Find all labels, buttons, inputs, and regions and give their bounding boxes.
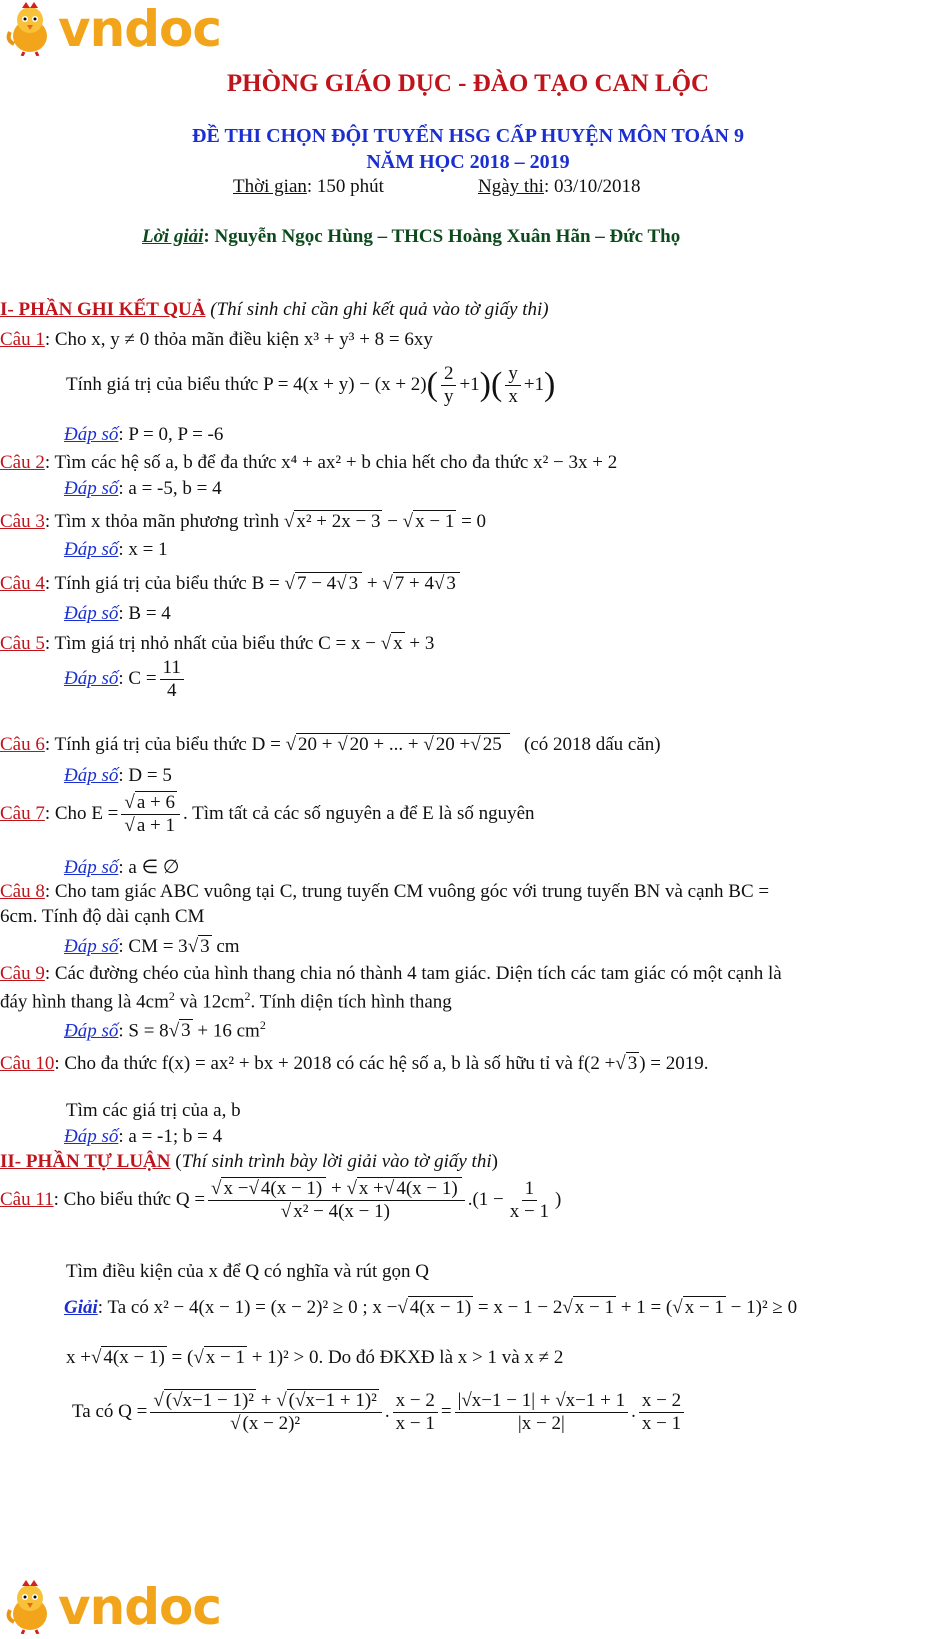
q11-num-a-rad: 4(x − 1) (260, 1178, 323, 1199)
q6-inner: 20 + ... + (349, 734, 419, 755)
q7-num: a + 6 (136, 792, 175, 813)
q5-num: 11 (160, 657, 184, 680)
q11-plus: + (331, 1178, 342, 1199)
q6-last: 25 (482, 734, 502, 755)
exam-year: NĂM HỌC 2018 – 2019 (366, 151, 570, 173)
q11-sol1-rad: 4(x − 1) (409, 1297, 472, 1318)
q6-answer-value: : D = 5 (118, 765, 172, 786)
q5-expr-a: C = x − (318, 633, 376, 654)
chicken-mascot-icon (4, 1580, 56, 1634)
q11-sol1-b: = x − 1 − 2 (477, 1297, 563, 1318)
q2-label: Câu 2 (0, 452, 45, 473)
q1-line2: Tính giá trị của biểu thức (66, 374, 259, 396)
q4-answer (64, 603, 171, 625)
q11-sol1-rad3: x − 1 (684, 1297, 724, 1318)
q11-s3-f-num: x − 2 (393, 1390, 438, 1413)
logo-text: vndoc (58, 0, 221, 58)
question-9 (0, 963, 782, 985)
time-value: : 150 phút (306, 176, 384, 197)
q11-s3-f2-num: x − 2 (639, 1390, 684, 1413)
q11-s3-n1: (√x−1 − 1)² (165, 1390, 254, 1411)
q2-poly: x⁴ + ax² + b (281, 452, 371, 473)
q11-text: : Cho biểu thức (53, 1189, 172, 1211)
q9-text2c: . Tính diện tích hình thang (250, 991, 452, 1013)
date-value: : 03/10/2018 (543, 176, 641, 197)
q11-num-b-rad: 4(x − 1) (396, 1178, 458, 1199)
q9-answer-rad: 3 (181, 1020, 191, 1042)
logo-text-footer: vndoc (58, 1578, 221, 1636)
q6-expr: D = (251, 734, 281, 755)
q9-answer-label: Đáp số (64, 1020, 119, 1042)
q4-r1-three: 3 (348, 573, 359, 594)
q1-expression: Tính giá trị của biểu thức P = 4(x + y) − (x + 2) ( $\frac{2}{y}$ +1 )( $\frac{y}{x}$ +1 ) (66, 363, 556, 407)
q5-label: Câu 5 (0, 633, 45, 654)
q9-answer-sup: 2 (259, 1018, 266, 1032)
q9-text2b: và 12cm (174, 991, 245, 1013)
q4-answer-value: : B = 4 (118, 603, 171, 624)
q2-answer (64, 478, 222, 500)
q10-label: Câu 10 (0, 1053, 55, 1074)
q8-text: : Cho tam giác ABC vuông tại C, trung tuyến CM vuông góc với trung tuyến BN và cạnh BC = (44, 881, 770, 902)
question-5: Câu 5: Tìm giá trị nhỏ nhất của biểu thức C = x − √ x + 3 (0, 633, 435, 654)
q11-s3-r-den: |x − 2| (517, 1412, 565, 1434)
q11-sol1-rad2: x − 1 (574, 1297, 614, 1318)
q11-s3-den: (x − 2)² (242, 1412, 301, 1434)
question-10: Câu 10: Cho đa thức f(x) = ax² + bx + 2018 có các hệ số a, b là số hữu tỉ và f(2 +√ 3 ) = 2019. (0, 1053, 709, 1074)
q5-den: 4 (166, 679, 177, 701)
question-6: Câu 6: Tính giá trị của biểu thức D = √ 20 + √ 20 + ... + √ 20 +√ 25 (có 2018 dấu căn) (0, 734, 661, 755)
q11-f-den: x − 1 (509, 1200, 549, 1222)
question-2 (0, 452, 617, 474)
q2-poly2: x² − 3x + 2 (533, 452, 618, 473)
q4-text: : Tính giá trị của biểu thức (44, 573, 247, 594)
q8-answer-rad: 3 (200, 936, 210, 957)
q11-s3-f-den: x − 1 (395, 1412, 435, 1434)
section2-note: Thí sinh trình bày lời giải vào tờ giấy thi (181, 1151, 492, 1172)
q10-cond-a: f(2 + (577, 1053, 616, 1074)
q3-answer-value: : x = 1 (118, 539, 168, 560)
q2-text2: chia hết cho đa thức (375, 452, 529, 473)
q4-r2-three: 3 (446, 573, 456, 594)
q6-answer-label: Đáp số (64, 765, 119, 786)
q4-r2: 7 + 4 (394, 573, 434, 594)
q5-answer (64, 657, 187, 702)
q6-note: (có 2018 dấu căn) (523, 734, 661, 755)
q11-s3-eq: = (440, 1401, 452, 1423)
q11-s3-r-num: |√x−1 − 1| + √x−1 + 1 (455, 1390, 629, 1413)
q8-answer: Đáp số: CM = 3√ 3 cm (64, 936, 240, 957)
exam-date (478, 176, 641, 198)
q10-cond-rad: 3 (627, 1053, 638, 1074)
question-1 (0, 329, 433, 351)
question-7: Câu 7 : Cho E = $\frac{√ a + 6}{√ a + 1}$ . Tìm tất cả các số nguyên a để E là số nguyên (0, 792, 535, 836)
q4-r1: 7 − 4 (296, 573, 337, 594)
q1-answer-label: Đáp số (64, 424, 119, 445)
q7-text: : Cho (44, 803, 87, 825)
q9-line2 (0, 989, 452, 1013)
q11-sol2-rad: 4(x − 1) (103, 1347, 165, 1368)
q11-close: ) (554, 1189, 562, 1211)
q6-rad-text: 20 + (298, 734, 333, 755)
q11-sol1-c: + 1 = ( (620, 1297, 673, 1318)
q9-answer: Đáp số: S = 8√ 3 + 16 $cm^2$ (64, 1018, 266, 1042)
q3-rad-b: x − 1 (415, 511, 455, 532)
q11-den: x² − 4(x − 1) (293, 1200, 390, 1222)
q7-text2: . Tìm tất cả các số nguyên a để E là số nguyên (182, 803, 535, 825)
q7-answer (64, 856, 179, 879)
q8-answer-a: : CM = 3 (118, 936, 188, 957)
q6-answer (64, 765, 172, 787)
solution-author (142, 226, 680, 248)
solution-value: : Nguyễn Ngọc Hùng – THCS Hoàng Xuân Hãn – Đức Thọ (203, 226, 681, 247)
q4-label: Câu 4 (0, 573, 45, 594)
q11-solution-1: Giải: Ta có x² − 4(x − 1) = (x − 2)² ≥ 0 ; x −√ 4(x − 1) = x − 1 − 2√ x − 1 + 1 = (√ x − 1 − 1)² ≥ 0 (64, 1297, 798, 1318)
q11-f-num: 1 (522, 1178, 538, 1201)
vndoc-logo (4, 2, 221, 56)
q8-label: Câu 8 (0, 881, 45, 902)
q6-inner2: 20 + (435, 734, 471, 755)
q11-solution-3: Ta có Q = $\frac{\text{√ (√x−1 − 1)² + √ (√x−1 + 1)²}}{\text{√ (x − 2)²}}$ . $\frac{x - 2}{x - 1}$ = $\frac{|√x-1 - 1| + √x-1 + 1}{|x - 2|}$ . $\frac{x - 2}{x - 1}$ (72, 1390, 687, 1435)
question-11: Câu 11 : Cho biểu thức Q = $\frac{√ x -√ 4(x - 1) + √ x +√ 4(x - 1)}{\text{√ x² − 4(x − 1)}}$ .(1 − $\frac{1}{x - 1}$ ) (0, 1178, 562, 1222)
q11-s3-n2: (√x−1 + 1)² (288, 1390, 377, 1411)
q11-sol2-c: + 1)² > 0 (251, 1347, 319, 1368)
question-4: Câu 4: Tính giá trị của biểu thức B = √ 7 − 4√ 3 + √ 7 + 4√ 3 (0, 573, 460, 595)
q5-answer-pre: : C = (118, 668, 157, 690)
q5-rad: x (393, 633, 403, 654)
q7-answer-label: Đáp số (64, 857, 119, 878)
q9-sup2: 2 (244, 989, 251, 1003)
q11-sol1-d: − 1)² ≥ 0 (730, 1297, 798, 1318)
q11-solution-2: x +√ 4(x − 1) = (√ x − 1 + 1)² > 0. Do đó ĐKXĐ là x > 1 và x ≠ 2 (66, 1347, 564, 1368)
vndoc-logo-footer (4, 1580, 221, 1634)
q10-answer-label: Đáp số (64, 1126, 119, 1147)
q10-text2: có các hệ số a, b là số hữu tỉ và (336, 1053, 573, 1074)
q9-answer-b: + 16 cm (197, 1020, 260, 1042)
q8-text2: 6cm. Tính độ dài cạnh CM (0, 906, 205, 927)
org-title: PHÒNG GIÁO DỤC - ĐÀO TẠO CAN LỘC (226, 70, 710, 97)
q11-sol-label: Giải (64, 1297, 98, 1318)
q11-num-a: x − (223, 1178, 249, 1199)
q7-den: a + 1 (136, 814, 175, 836)
q1-expr: P = 4(x + y) − (x + 2) (263, 374, 427, 396)
section2-note-close: ) (491, 1151, 498, 1172)
q11-num-b: x + (358, 1178, 384, 1199)
q11-sol3-a: Ta có Q = (72, 1401, 148, 1423)
q9-text: : Các đường chéo của hình thang chia nó thành 4 tam giác. Diện tích các tam giác có một cạnh là (44, 963, 782, 984)
q3-answer-label: Đáp số (64, 539, 119, 560)
q11-factor: .(1 − (467, 1189, 504, 1211)
section2-heading (0, 1151, 498, 1173)
question-3: Câu 3: Tìm x thỏa mãn phương trình √ x² + 2x − 3 − √ x − 1 = 0 (0, 511, 487, 532)
q1-label: Câu 1 (0, 329, 45, 350)
q1-answer (64, 424, 223, 446)
q9-text2a: đáy hình thang là 4cm (0, 991, 169, 1013)
exam-time (233, 176, 384, 198)
q10-poly: f(x) = ax² + bx + 2018 (161, 1053, 332, 1074)
q11-sol2-rad2: x − 1 (205, 1347, 245, 1368)
q1-text: : Cho x, y ≠ 0 thỏa mãn điều kiện (44, 329, 300, 350)
q3-eq-c: = 0 (461, 511, 487, 532)
section1-title: I- PHẦN GHI KẾT QUẢ (0, 299, 206, 320)
q8-answer-b: cm (216, 936, 240, 957)
q9-sup1: 2 (168, 989, 175, 1003)
q7-label: Câu 7 (0, 803, 45, 825)
date-label: Ngày thi (478, 176, 544, 197)
q9-answer-a: : S = 8 (118, 1020, 169, 1042)
section2-title: II- PHẦN TỰ LUẬN (0, 1151, 171, 1172)
section2-note-open: ( (175, 1151, 182, 1172)
q10-text: : Cho đa thức (54, 1053, 158, 1074)
q11-sol2-a: x + (66, 1347, 91, 1368)
q11-s3-f2-den: x − 1 (641, 1412, 682, 1434)
q11-line2: Tìm điều kiện của x để Q có nghĩa và rút gọn Q (66, 1261, 430, 1282)
q4-answer-label: Đáp số (64, 603, 119, 624)
q10-answer (64, 1126, 222, 1148)
q11-label: Câu 11 (0, 1189, 54, 1211)
q9-label: Câu 9 (0, 963, 45, 984)
section1-note: (Thí sinh chỉ cần ghi kết quả vào tờ giấy thi) (210, 299, 549, 320)
chicken-mascot-icon (4, 2, 56, 56)
section1-heading (0, 299, 549, 321)
q5-text: : Tìm giá trị nhỏ nhất của biểu thức (44, 633, 314, 654)
q6-text: : Tính giá trị của biểu thức (44, 734, 247, 755)
q6-label: Câu 6 (0, 734, 45, 755)
q10-line2: Tìm các giá trị của a, b (66, 1100, 241, 1121)
q11-q: Q = (175, 1189, 206, 1211)
q8-answer-label: Đáp số (64, 936, 119, 957)
q2-answer-value: : a = -5, b = 4 (118, 478, 222, 499)
q1-condition: x³ + y³ + 8 = 6xy (303, 329, 433, 350)
time-label: Thời gian (233, 176, 307, 197)
question-8 (0, 881, 769, 903)
q3-rad-a: x² + 2x − 3 (296, 511, 381, 532)
q5-expr-b: + 3 (409, 633, 435, 654)
q3-label: Câu 3 (0, 511, 45, 532)
exam-title: ĐỀ THI CHỌN ĐỘI TUYỂN HSG CẤP HUYỆN MÔN TOÁN 9 (192, 125, 744, 147)
q1-answer-value: : P = 0, P = -6 (118, 424, 224, 445)
q11-sol2-d: . Do đó ĐKXĐ là x > 1 và x ≠ 2 (318, 1347, 564, 1368)
q3-answer (64, 539, 168, 561)
q10-cond-b: ) = 2019. (639, 1053, 709, 1074)
q5-answer-label: Đáp số (64, 668, 119, 690)
q10-answer-value: : a = -1; b = 4 (118, 1126, 223, 1147)
q11-sol1: : Ta có x² − 4(x − 1) = (x − 2)² ≥ 0 ; x − (97, 1297, 398, 1318)
q7-e: E = (91, 803, 119, 825)
q2-text: : Tìm các hệ số a, b để đa thức (44, 452, 277, 473)
q7-answer-value: : a ∈ ∅ (118, 857, 180, 878)
q11-sol2-b: = ( (171, 1347, 194, 1368)
q4-expr-a: B = (251, 573, 280, 594)
solution-label: Lời giải (142, 226, 204, 247)
q3-text: : Tìm x thỏa mãn phương trình (44, 511, 280, 532)
q2-answer-label: Đáp số (64, 478, 119, 499)
